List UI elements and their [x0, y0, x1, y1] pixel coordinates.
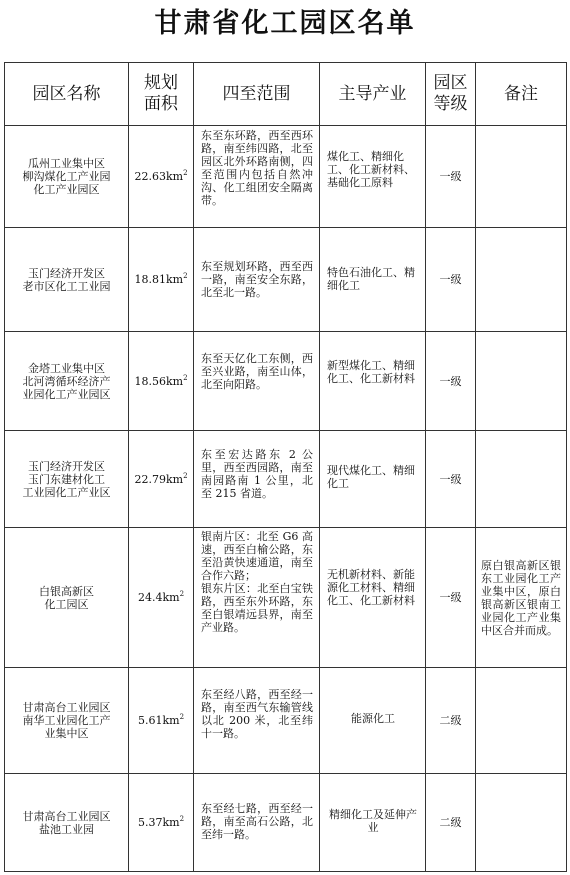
note-cell: 原白银高新区银东工业园化工产业集中区，原白银高新区银南工业园化工产业集中区合并而成。	[476, 528, 567, 668]
table-row	[5, 528, 567, 668]
range-cell: 东至东环路，西至西环路，南至纬四路，北至园区北外环路南侧，四至范围内包括自然冲沟、化工组团安全隔离带。	[194, 126, 320, 228]
range-cell: 东至规划环路，西至西一路，南至安全东路，北至北一路。	[194, 228, 320, 332]
note-cell	[476, 126, 567, 228]
park-name-cell: 玉门经济开发区 玉门东建材化工 工业园化工产业区	[5, 431, 129, 528]
park-name-cell: 甘肃高台工业园区 盐池工业园	[5, 774, 129, 872]
header-range: 四至范围	[194, 63, 320, 126]
area-cell: $22.79km^2$	[129, 431, 194, 528]
header-industry: 主导产业	[320, 63, 426, 126]
area-cell: $18.81km^2$	[129, 228, 194, 332]
table-row	[5, 668, 567, 774]
range-cell: 东至经七路，西至经一路，南至高石公路，北至纬一路。	[194, 774, 320, 872]
park-name-cell: 瓜州工业集中区 柳沟煤化工产业园 化工产业园区	[5, 126, 129, 228]
range-cell: 东至天亿化工东侧，西至兴业路，南至山体，北至向阳路。	[194, 332, 320, 431]
table-row	[5, 332, 567, 431]
note-cell	[476, 332, 567, 431]
header-note: 备注	[476, 63, 567, 126]
note-cell	[476, 431, 567, 528]
area-cell: $24.4km^2$	[129, 528, 194, 668]
table-row	[5, 774, 567, 872]
level-cell: 一级	[426, 126, 476, 228]
table-row	[5, 431, 567, 528]
table-row	[5, 228, 567, 332]
header-level: 园区 等级	[426, 63, 476, 126]
table-row	[5, 126, 567, 228]
area-cell: $5.61km^2$	[129, 668, 194, 774]
table-header-row	[5, 63, 567, 126]
level-cell: 一级	[426, 228, 476, 332]
header-area: 规划 面积	[129, 63, 194, 126]
industry-cell: 精细化工及延伸产业	[320, 774, 426, 872]
note-cell	[476, 228, 567, 332]
industry-cell: 煤化工、精细化工、化工新材料、基础化工原料	[320, 126, 426, 228]
park-name-cell: 金塔工业集中区 北河湾循环经济产 业园化工产业园区	[5, 332, 129, 431]
park-name-cell: 白银高新区 化工园区	[5, 528, 129, 668]
industry-cell: 能源化工	[320, 668, 426, 774]
level-cell: 一级	[426, 528, 476, 668]
header-name: 园区名称	[5, 63, 129, 126]
level-cell: 二级	[426, 774, 476, 872]
industry-cell: 新型煤化工、精细化工、化工新材料	[320, 332, 426, 431]
range-cell: 银南片区：北至 G6 高速，西至白榆公路，东至沿黄快速通道，南至合作六路； 银东片区：北至白宝铁路，西至东外环路，东至白银靖远县界，南至产业路。	[194, 528, 320, 668]
level-cell: 一级	[426, 431, 476, 528]
park-name-cell: 甘肃高台工业园区 南华工业园化工产 业集中区	[5, 668, 129, 774]
park-table	[4, 62, 567, 872]
page-title: 甘肃省化工园区名单	[154, 8, 416, 39]
industry-cell: 特色石油化工、精细化工	[320, 228, 426, 332]
area-cell: $18.56km^2$	[129, 332, 194, 431]
note-cell	[476, 774, 567, 872]
industry-cell: 现代煤化工、精细化工	[320, 431, 426, 528]
level-cell: 一级	[426, 332, 476, 431]
note-cell	[476, 668, 567, 774]
industry-cell: 无机新材料、新能源化工材料、精细化工、化工新材料	[320, 528, 426, 668]
level-cell: 二级	[426, 668, 476, 774]
area-cell: $22.63km^2$	[129, 126, 194, 228]
range-cell: 东至经八路，西至经一路，南至西气东输管线以北 200 米，北至纬十一路。	[194, 668, 320, 774]
park-name-cell: 玉门经济开发区 老市区化工工业园	[5, 228, 129, 332]
area-cell: $5.37km^2$	[129, 774, 194, 872]
range-cell: 东至宏达路东 2 公里，西至西园路，南至南园路南 1 公里，北至 215 省道。	[194, 431, 320, 528]
